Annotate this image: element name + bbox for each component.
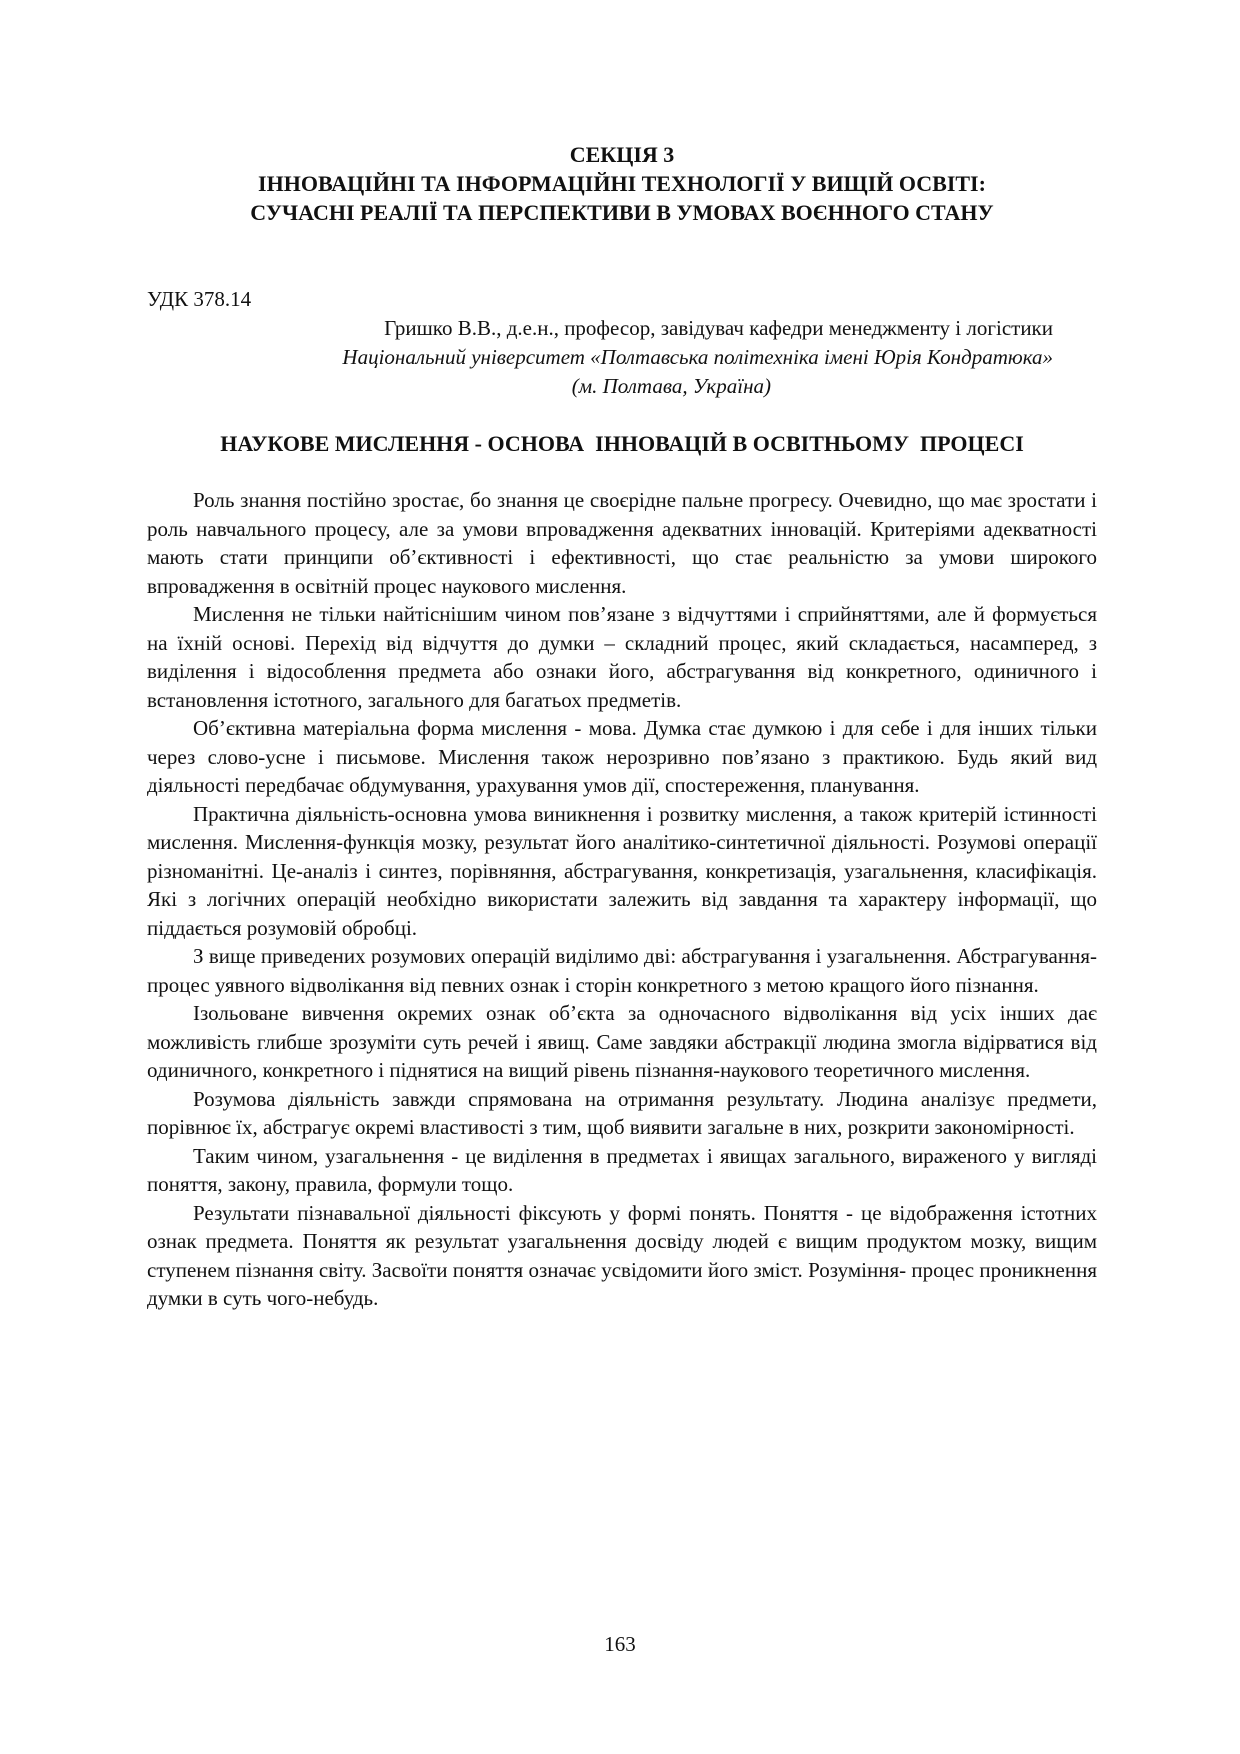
paragraph: Об’єктивна матеріальна форма мислення - мова. Думка стає думкою і для себе і для інших тільки через слово-усне і письмове. Мислення також нерозривно пов’язано з практикою. Будь який вид діяльності передбачає обдумування, урахування умов дії, спостереження, планування.	[147, 716, 1097, 797]
section-heading	[147, 140, 1097, 227]
paragraph: Роль знання постійно зростає, бо знання це своєрідне пальне прогресу. Очевидно, що має зростати і роль навчального процесу, але за умови впровадження адекватних інновацій. Критеріями адекватності мають стати принципи об’єктивності і ефективності, що стає реальністю за умови широкого впровадження в освітній процес наукового мислення.	[147, 488, 1097, 598]
paragraph: Мислення не тільки найтіснішим чином пов’язане з відчуттями і сприйняттями, але й формується на їхній основі. Перехід від відчуття до думки – складний процес, який складається, насамперед, з виділення і відособлення предмета або ознаки його, абстрагування від конкретного, одиничного і встановлення істотного, загального для багатьох предметів.	[147, 602, 1097, 712]
article-body	[147, 486, 1097, 1313]
paragraph: Таким чином, узагальнення - це виділення в предметах і явищах загального, вираженого у вигляді поняття, закону, правила, формули тощо.	[147, 1143, 1097, 1196]
paragraph: З вище приведених розумових операцій виділимо дві: абстрагування і узагальнення. Абстрагування-процес уявного відволікання від певних ознак і сторін конкретного з метою кращого його пізнання.	[147, 944, 1097, 997]
author-line: Гришко В.В., д.е.н., професор, завідувач кафедри менеджменту і логістики	[384, 316, 1053, 340]
affiliation-line: Національний університет «Полтавська політехніка імені Юрія Кондратюка»	[342, 345, 1053, 369]
section-title-line-2: СУЧАСНІ РЕАЛІЇ ТА ПЕРСПЕКТИВИ В УМОВАХ ВОЄННОГО СТАНУ	[250, 200, 994, 225]
page-number: 163	[604, 1632, 636, 1656]
paragraph: Результати пізнавальної діяльності фіксують у формі понять. Поняття - це відображення істотних ознак предмета. Поняття як результат узагальнення досвіду людей є вищим продуктом мозку, вищим ступенем пізнання світу. Засвоїти поняття означає усвідомити його зміст. Розуміння- процес проникнення думки в суть чого-небудь.	[147, 1200, 1097, 1310]
article-title: НАУКОВЕ МИСЛЕННЯ - ОСНОВА ІННОВАЦІЙ В ОСВІТНЬОМУ ПРОЦЕСІ	[220, 431, 1024, 456]
section-title-line-1: ІННОВАЦІЙНІ ТА ІНФОРМАЦІЙНІ ТЕХНОЛОГІЇ У ВИЩІЙ ОСВІТІ:	[258, 171, 986, 196]
page-content	[147, 140, 1097, 1313]
city-line: (м. Полтава, Україна)	[571, 374, 771, 398]
paragraph: Практична діяльність-основна умова виникнення і розвитку мислення, а також критерій істинності мислення. Мислення-функція мозку, результат його аналітико-синтетичної діяльності. Розумові операції різноманітні. Це-аналіз і синтез, порівняння, абстрагування, конкретизація, узагальнення, класифікація. Які з логічних операцій необхідно використати залежить від завдання та характеру інформації, що піддається розумовій обробці.	[147, 801, 1097, 940]
paragraph: Розумова діяльність завжди спрямована на отримання результату. Людина аналізує предмети, порівнює їх, абстрагує окремі властивості з тим, щоб виявити загальне в них, розкрити закономірності.	[147, 1086, 1097, 1139]
section-number: СЕКЦІЯ 3	[569, 142, 675, 167]
paragraph: Ізольоване вивчення окремих ознак об’єкта за одночасного відволікання від усіх інших дає можливість глибше зрозуміти суть речей і явищ. Саме завдяки абстракції людина змогла відірватися від одиничного, конкретного і піднятися на вищий рівень пізнання-наукового теоретичного мислення.	[147, 1001, 1097, 1082]
udc-code: УДК 378.14	[147, 287, 252, 311]
